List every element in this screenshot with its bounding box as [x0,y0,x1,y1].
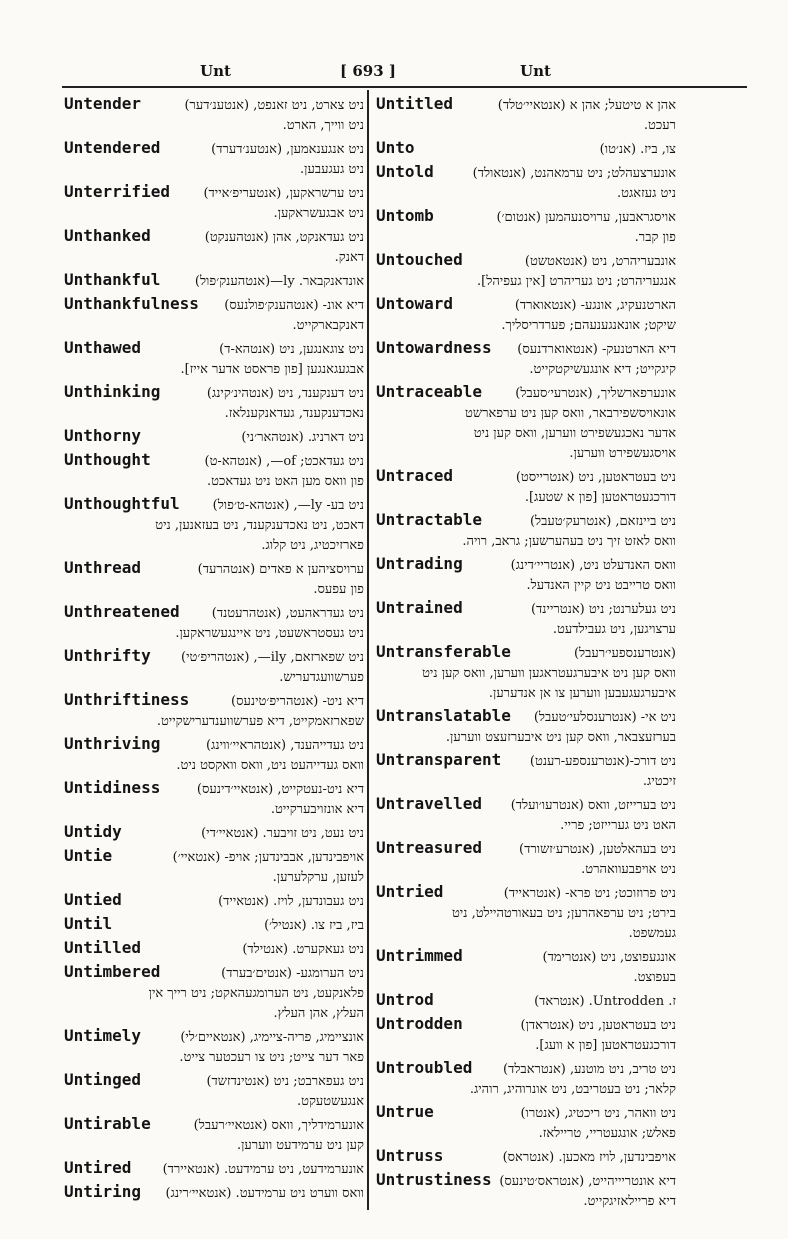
entry-headword: Unto [376,138,415,157]
entry-gloss: אויפבינדען, אבבינדען; אויפ- (אנטאיי׳) [172,850,364,865]
entry-first-line [376,510,676,532]
entry-headword: Untrue [376,1102,434,1121]
entry-continuation: דאכט, ניט נאכדענקענד, ניט בעזאנען, ניט [155,518,364,533]
page-number: [ 693 ] [340,62,396,80]
entry-first-line [376,642,676,664]
dictionary-entry [64,734,364,776]
entry-headword: Untroubled [376,1058,473,1077]
dictionary-entry [376,1102,676,1144]
entry-first-line [64,270,364,292]
entry-headword: Untilled [64,938,142,957]
dictionary-entry [376,466,676,508]
entry-headword: Untransparent [376,750,502,769]
dictionary-entry [376,882,676,944]
entry-first-line [376,794,676,816]
entry-first-line [64,914,364,936]
dictionary-entry [376,382,676,464]
entry-gloss: ניט דארניג. (אנטהאר׳ני) [241,430,364,445]
entry-continuation: דיא פריילאזיגקייט. [583,1194,676,1209]
dictionary-entry [64,1182,364,1204]
entry-continuation: זיכטיג. [642,774,676,789]
entry-gloss: דיא ניט-נעטקייט, (אנטאיי׳דינעס) [196,782,364,797]
entry-gloss: ניט צוגאנגען, ניט (אנטהא-ד) [219,342,364,357]
entry-first-line [376,1058,676,1080]
entry-headword: Unthinking [64,382,161,401]
entry-gloss: (אנטרענספעי׳רעבל) [573,646,676,661]
entry-gloss: אונערפארשליך, (אנטרעי׳סעבל) [515,386,676,401]
entry-continuation: אנגעשטעקט. [296,1094,364,1109]
entry-gloss: ניט בע- ly—, (אנטהא-ט׳פול) [212,498,364,513]
dictionary-entry [376,554,676,596]
dictionary-entry [376,1058,676,1100]
entry-continuation: פלאנקעט, ניט הערומגעהאקט; ניט רייך אין [148,986,364,1001]
dictionary-entry [376,706,676,748]
entry-headword: Untreasured [376,838,482,857]
entry-first-line [376,838,676,860]
entry-gloss: ז. Untrodden. (אנטראד) [534,994,676,1009]
entry-gloss: צו, ביז. (אנ׳טו) [599,142,676,157]
entry-first-line [64,938,364,960]
entry-headword: Untidiness [64,778,161,797]
entry-headword: Untitled [376,94,454,113]
entry-first-line [376,1014,676,1036]
dictionary-entry [376,642,676,704]
entry-gloss: ערויסציהען א פאדים (אנטהרעד) [197,562,364,577]
entry-gloss: ניט געדראהעט, (אנטהרעטנד) [211,606,364,621]
entry-gloss: אונבעריהרט, ניט (אנטאטשט) [524,254,676,269]
entry-gloss: ניט אנגענאמען, (אנטענ׳דערד) [211,142,364,157]
entry-gloss: אונערמידעט, ניט ערמידעט. (אנטאיירד) [162,1162,364,1177]
dictionary-entry [376,990,676,1012]
entry-first-line [64,690,364,712]
dictionary-entry [376,162,676,204]
entry-continuation: נאכדענקענד, געדאנקענלאז. [224,406,364,421]
entry-first-line [64,602,364,624]
entry-continuation: ניט געגעבען. [300,162,364,177]
entry-headword: Untranslatable [376,706,511,725]
dictionary-entry [64,1070,364,1112]
entry-headword: Untrained [376,598,463,617]
entry-continuation: איבערגעגעבען ווערען צו אן אנדערען. [488,686,676,701]
dictionary-entry [64,138,364,180]
entry-continuation: אנגעריהרט; ניט געריהרט [אין געפיהל]. [477,274,676,289]
entry-gloss: ניט בעטראטען, ניט (אנטרייסט) [515,470,676,485]
entry-headword: Untraceable [376,382,482,401]
entry-gloss: ניט וואהר, ניט ריכטיג, (אנטרו) [520,1106,676,1121]
entry-continuation: וואס געדייהעט ניט, וואס וואקסט ניט. [176,758,364,773]
dictionary-entry [64,690,364,732]
entry-headword: Untiring [64,1182,142,1201]
entry-first-line [376,250,676,272]
entry-headword: Unthreatened [64,602,180,621]
entry-continuation: פאלש; אונגעטריי, טריילאז. [538,1126,676,1141]
entry-headword: Untimely [64,1026,142,1045]
entry-continuation: ניט ווייך, הארט. [282,118,364,133]
entry-headword: Untruss [376,1146,444,1165]
entry-headword: Unthoughtful [64,494,180,513]
entry-continuation: ניט אויפבעוואהרט. [581,862,676,877]
dictionary-entry [376,1170,676,1212]
entry-first-line [64,890,364,912]
header-rule [62,86,747,88]
entry-gloss: ניט ביינזאם, (אנטרעק׳טעבל) [529,514,676,529]
entry-gloss: דיא אונ- (אנטהענק׳פולנעס) [224,298,364,313]
entry-first-line [376,882,676,904]
entry-first-line [64,1158,364,1180]
entry-first-line [64,226,364,248]
entry-continuation: דאנקבארקייט. [292,318,364,333]
entry-headword: Untinged [64,1070,142,1089]
entry-continuation: פארזיכטיג, ניט קלוג. [261,538,364,553]
entry-gloss: וואס האנדעלט ניט, (אנטריי׳דינג) [510,558,676,573]
entry-headword: Untendered [64,138,161,157]
entry-gloss: אונציימיג, פריה-ציימיג, (אנטאיים׳לי) [180,1030,364,1045]
entry-gloss: ניט צארט, ניט זאנפט, (אנטענ׳דער) [184,98,364,113]
entry-continuation: פאר דער צייט; ניט צו רעכטער צייט. [179,1050,364,1065]
entry-first-line [376,94,676,116]
entry-headword: Unthread [64,558,142,577]
entry-headword: Untrod [376,990,434,1009]
entry-first-line [64,1182,364,1204]
entry-headword: Unthorny [64,426,142,445]
entry-headword: Until [64,914,113,933]
entry-headword: Untrustiness [376,1170,492,1189]
entry-first-line [64,294,364,316]
dictionary-entry [376,794,676,836]
entry-first-line [64,338,364,360]
entry-continuation: שפארזאמקייט, דיא פערשווענדערישקייט. [156,714,364,729]
entry-gloss: ניט געבונדען, לויז. (אנטאייד) [218,894,364,909]
entry-gloss: ניט טריב, ניט מוטנע, (אנטראבלד) [503,1062,676,1077]
dictionary-entry [376,250,676,292]
entry-first-line [64,1114,364,1136]
entry-headword: Untie [64,846,113,865]
entry-headword: Untoward [376,294,454,313]
entry-headword: Unthankfulness [64,294,199,313]
entry-first-line [376,338,676,360]
entry-continuation: פערשוועגדעריש. [279,670,364,685]
dictionary-entry [376,94,676,136]
entry-gloss: ניט בעטראטען, ניט (אנטראדן) [520,1018,676,1033]
entry-continuation: אדער נאכגעשפירט ווערען, וואס קען ניט [473,426,676,441]
entry-headword: Untired [64,1158,132,1177]
entry-first-line [376,946,676,968]
dictionary-entry [64,182,364,224]
left-column [64,94,364,1206]
entry-continuation: פון וואס מען האט ניט געדאכט. [207,474,364,489]
entry-gloss: אויפבינדען, לויז מאכען. (אנטראס) [502,1150,676,1165]
entry-first-line [64,426,364,448]
dictionary-entry [64,914,364,936]
entry-first-line [376,554,676,576]
entry-gloss: דיא ניט- (אנטהריפ׳טינעס) [231,694,364,709]
entry-first-line [376,706,676,728]
entry-continuation: פון עפעס. [313,582,364,597]
dictionary-entry [376,138,676,160]
entry-headword: Untried [376,882,444,901]
entry-gloss: ניט נעט, ניט זויבער. (אנטאיי׳די) [201,826,364,841]
dictionary-entry [376,1146,676,1168]
entry-headword: Unthanked [64,226,151,245]
entry-first-line [64,646,364,668]
entry-continuation: העלץ, אהן העלץ. [273,1006,364,1021]
dictionary-entry [376,510,676,552]
entry-gloss: ניט געדאכט; of—, (אנטהא-ט) [204,454,364,469]
entry-continuation: פון קבר. [634,230,676,245]
dictionary-entry [64,962,364,1024]
entry-first-line [64,778,364,800]
dictionary-entry [64,938,364,960]
dictionary-entry [64,646,364,688]
entry-gloss: הארטנעקיג, אונגע- (אנטאוארד) [514,298,676,313]
dictionary-entry [64,846,364,888]
entry-gloss: ניט בערייזט, וואס (אנטרעו׳ועלד) [510,798,676,813]
entry-first-line [376,138,676,160]
entry-continuation: געמשפט. [628,926,676,941]
entry-headword: Untrodden [376,1014,463,1033]
entry-headword: Untravelled [376,794,482,813]
entry-headword: Untransferable [376,642,511,661]
entry-headword: Untouched [376,250,463,269]
entry-gloss: אונדאנקבאר. ly—(אנטהענק׳פול) [194,274,364,289]
entry-first-line [64,450,364,472]
entry-gloss: ניט געאקערט. (אנטילד) [242,942,364,957]
dictionary-entry [64,1026,364,1068]
dictionary-entry [64,94,364,136]
dictionary-entry [64,558,364,600]
entry-gloss: ניט ערשראקען, (אנטעריפ׳אייד) [203,186,364,201]
entry-headword: Unthought [64,450,151,469]
entry-gloss: דיא הארטנעק- (אנטאוארדנעס) [517,342,676,357]
entry-headword: Untold [376,162,434,181]
entry-headword: Untraced [376,466,454,485]
entry-first-line [376,162,676,184]
entry-headword: Untowardness [376,338,492,357]
header-left-guideword: Unt [200,62,231,80]
dictionary-entry [376,946,676,988]
entry-first-line [64,182,364,204]
entry-headword: Untied [64,890,122,909]
entry-continuation: אבגעגאנגען [פון פראסט אדער אייז]. [180,362,364,377]
entry-first-line [64,846,364,868]
entry-gloss: ניט אי- (אנטרענסלעי׳טעבל) [533,710,676,725]
entry-headword: Unthriving [64,734,161,753]
entry-continuation: דורכגעטראטען [פון א וועג]. [535,1038,676,1053]
entry-gloss: ניט דורכ-(אנטרענספע-רענט) [529,754,676,769]
dictionary-entry [64,1114,364,1156]
entry-first-line [64,1026,364,1048]
dictionary-entry [376,294,676,336]
entry-gloss: ביז, ביז צו. (אנטיל׳) [264,918,364,933]
dictionary-entry [64,294,364,336]
dictionary-entry [64,822,364,844]
dictionary-entry [376,838,676,880]
entry-first-line [376,1146,676,1168]
entry-first-line [376,1170,676,1192]
entry-first-line [64,822,364,844]
entry-headword: Untirable [64,1114,151,1133]
entry-first-line [64,558,364,580]
column-divider [367,90,369,1210]
entry-first-line [376,294,676,316]
entry-gloss: אונגעפוצט, ניט (אנטרימד) [542,950,676,965]
entry-continuation: דורכגעטראטען [פון א שטעג]. [524,490,676,505]
entry-headword: Untomb [376,206,434,225]
dictionary-entry [64,1158,364,1180]
entry-headword: Unthawed [64,338,142,357]
dictionary-entry [64,226,364,268]
entry-gloss: ניט געדייהענד, (אנטהראיי׳ווינג) [205,738,364,753]
entry-first-line [64,382,364,404]
entry-gloss: ניט געדאנקט, אהן (אנטהענקט) [204,230,364,245]
entry-continuation: דיא אונזויבערקייט. [270,802,364,817]
entry-continuation: וואס לאזט זיך ניט בעהערשען; גראב, רויה. [462,534,676,549]
entry-continuation: אויסגעשפירט ווערען. [569,446,676,461]
dictionary-entry [64,602,364,644]
entry-gloss: אויסגראבען, ערויסנעהמען (אנטום׳) [496,210,676,225]
right-column [376,94,676,1214]
entry-continuation: רעכט. [643,118,676,133]
entry-continuation: קיגקייט; דיא אונגעשיקטקייט. [529,362,676,377]
dictionary-entry [64,450,364,492]
entry-gloss: אונערמידליך, וואס (אנטאיי׳רעבל) [193,1118,364,1133]
entry-headword: Unthrifty [64,646,151,665]
entry-continuation: בירט; ניט ערפאהרען; ניט בעאורטהיילט, ניט [451,906,676,921]
entry-gloss: ניט פרוזוכט; ניט פרא- (אנטראייד) [503,886,676,901]
dictionary-entry [376,1014,676,1056]
entry-continuation: בעפוצט. [633,970,676,985]
entry-first-line [376,466,676,488]
entry-continuation: וואס קען ניט איבערגעטראגען ווערען, וואס קען ניט [422,666,676,681]
entry-gloss: ניט הערומגע- (אנטים׳בערד) [221,966,364,981]
entry-headword: Untidy [64,822,122,841]
entry-continuation: ניט געזאגט. [617,186,676,201]
entry-first-line [64,138,364,160]
dictionary-entry [64,338,364,380]
entry-headword: Untrimmed [376,946,463,965]
entry-continuation: האט ניט גערייזט; פריי. [560,818,676,833]
entry-headword: Unterrified [64,182,170,201]
dictionary-entry [64,270,364,292]
entry-headword: Untrading [376,554,463,573]
entry-continuation: לעזען, ערקלערען. [272,870,364,885]
entry-continuation: קלאר; ניט בעטריבט, ניט אונרוהיג, רוהיג. [469,1082,676,1097]
entry-first-line [64,734,364,756]
dictionary-entry [64,778,364,820]
entry-headword: Untender [64,94,142,113]
entry-gloss: ניט בעהאלטען, (אנטרע׳זשורד) [519,842,676,857]
entry-continuation: ניט אבגעשראקען. [273,206,364,221]
dictionary-entry [376,338,676,380]
entry-first-line [376,750,676,772]
entry-gloss: ניט שפארזאם, ily—, (אנטהריפ׳טי) [181,650,364,665]
entry-first-line [64,962,364,984]
dictionary-entry [64,426,364,448]
dictionary-entry [64,494,364,556]
entry-gloss: ניט געפארבט; ניט (אנטינדזשד) [206,1074,364,1089]
entry-first-line [376,206,676,228]
entry-continuation: שיקט; אונאנגענעהם; פערדריסליך. [501,318,676,333]
entry-gloss: אהן א טיטעל; אהן א (אנטאיי׳טלד) [497,98,676,113]
entry-gloss: ניט געלערנט; ניט (אנטריינד) [530,602,676,617]
entry-continuation: דאנק. [334,250,364,265]
entry-first-line [376,990,676,1012]
dictionary-entry [376,750,676,792]
entry-continuation: וואס טרייבט ניט קיין האנדעל. [526,578,676,593]
entry-continuation: ניט געסטראשעט, ניט איינגעשראקען. [175,626,364,641]
entry-continuation: קען ניט ערמידעט ווערען. [236,1138,364,1153]
page-header [0,58,788,84]
dictionary-entry [64,382,364,424]
entry-first-line [64,1070,364,1092]
entry-first-line [64,494,364,516]
entry-headword: Untimbered [64,962,161,981]
dictionary-entry [64,890,364,912]
entry-headword: Untractable [376,510,482,529]
entry-continuation: ערצויגען, ניט געבילדעט. [552,622,676,637]
entry-gloss: דיא אונטריייהייט, (אנטראס׳טינעס) [499,1174,676,1189]
entry-continuation: אונאויסשפירבאר, וואס קען ניט ערפארשט [465,406,676,421]
entry-gloss: ניט דענקענד, ניט (אנטהינ׳קינג) [206,386,364,401]
entry-first-line [376,382,676,404]
header-right-guideword: Unt [520,62,551,80]
dictionary-entry [376,598,676,640]
entry-first-line [64,94,364,116]
entry-continuation: בערזעצבאר, וואס קען ניט איבערזעצט ווערען. [445,730,676,745]
entry-headword: Unthriftiness [64,690,190,709]
dictionary-entry [376,206,676,248]
entry-gloss: אונערצעהלט; ניט ערמאהנט, (אנטאולד) [472,166,676,181]
entry-headword: Unthankful [64,270,161,289]
entry-gloss: וואס ווערט ניט ערמידעט. (אנטאיי׳רינג) [165,1186,364,1201]
entry-first-line [376,598,676,620]
entry-first-line [376,1102,676,1124]
